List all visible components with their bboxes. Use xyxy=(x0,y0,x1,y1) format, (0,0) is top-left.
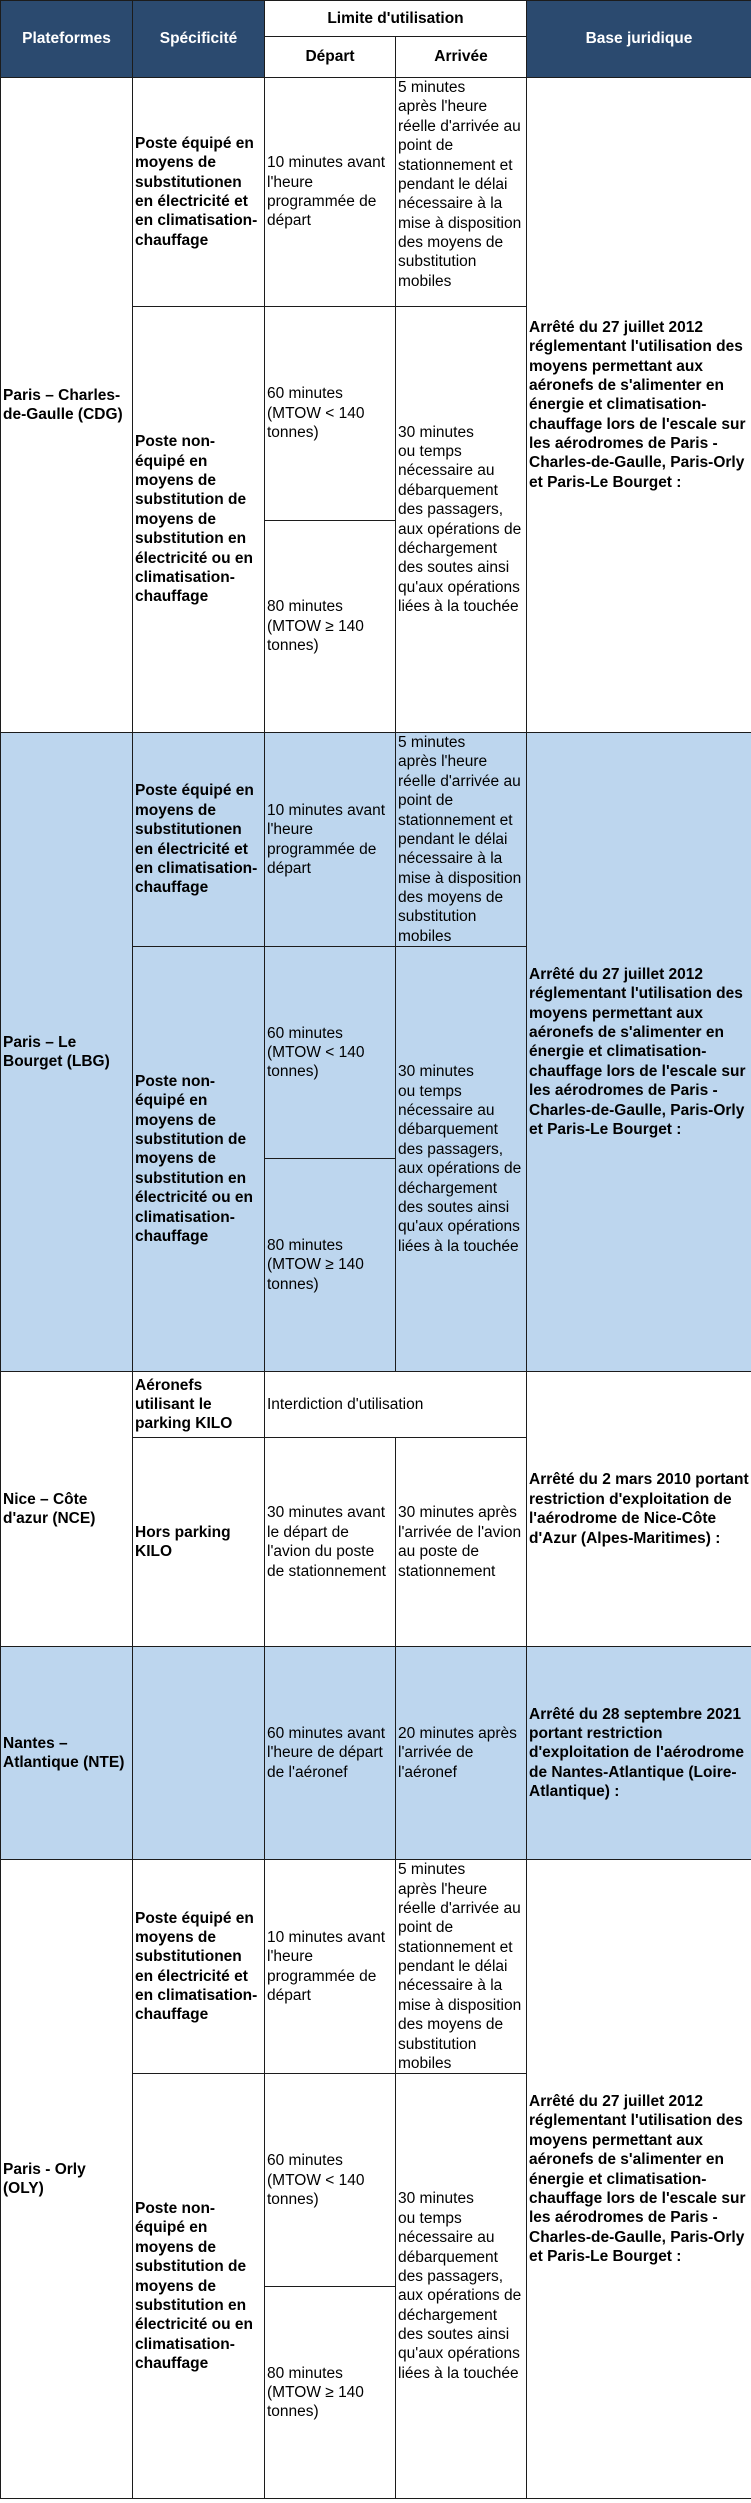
header-depart: Départ xyxy=(265,37,396,78)
base-juridique-lbg: Arrêté du 27 juillet 2012 réglementant l'utilisation des moyens permettant aux aéronefs de s'alimenter en énergie et climatisation-chauffage lors de l'escale sur les aérodromes de Paris - Charles-de-Gaulle, Paris-Orly et Paris-Le Bourget : xyxy=(527,733,751,1372)
table-row xyxy=(1,1860,751,2074)
base-juridique-oly: Arrêté du 27 juillet 2012 réglementant l'utilisation des moyens permettant aux aéronefs de s'alimenter en énergie et climatisation-chauffage lors de l'escale sur les aérodromes de Paris - Charles-de-Gaulle, Paris-Orly et Paris-Le Bourget : xyxy=(527,1860,751,2499)
spec-poste-equipe: Poste équipé en moyens de substitutionen en électricité et en climatisation-chauffage xyxy=(133,1860,265,2074)
arrivee-value: 5 minutes après l'heure réelle d'arrivée au point de stationnement et pendant le délai nécessaire à la mise à disposition des moyens de substitution mobiles xyxy=(396,78,527,307)
depart-value: 80 minutes (MTOW ≥ 140 tonnes) xyxy=(265,521,396,733)
base-juridique-nce: Arrêté du 2 mars 2010 portant restriction d'exploitation de l'aérodrome de Nice-Côte d'Azur (Alpes-Maritimes) : xyxy=(527,1372,751,1647)
base-juridique-cdg: Arrêté du 27 juillet 2012 réglementant l'utilisation des moyens permettant aux aéronefs de s'alimenter en énergie et climatisation-chauffage lors de l'escale sur les aérodromes de Paris - Charles-de-Gaulle, Paris-Orly et Paris-Le Bourget : xyxy=(527,78,751,733)
arrivee-value: 20 minutes après l'arrivée de l'aéronef xyxy=(396,1647,527,1860)
header-arrivee: Arrivée xyxy=(396,37,527,78)
depart-value: 10 minutes avant l'heure programmée de départ xyxy=(265,1860,396,2074)
depart-value: 60 minutes (MTOW < 140 tonnes) xyxy=(265,947,396,1159)
spec-poste-non-equipe: Poste non-équipé en moyens de substitution de moyens de substitution en électricité ou en climatisation-chauffage xyxy=(133,947,265,1372)
depart-value: 80 minutes (MTOW ≥ 140 tonnes) xyxy=(265,1159,396,1372)
header-specificite: Spécificité xyxy=(133,1,265,78)
arrivee-value: 30 minutes ou temps nécessaire au débarquement des passagers, aux opérations de déchargement des soutes ainsi qu'aux opérations liées à la touchée xyxy=(396,307,527,733)
depart-value: 60 minutes avant l'heure de départ de l'aéronef xyxy=(265,1647,396,1860)
arrivee-value: 30 minutes ou temps nécessaire au débarquement des passagers, aux opérations de déchargement des soutes ainsi qu'aux opérations liées à la touchée xyxy=(396,947,527,1372)
spec-empty xyxy=(133,1647,265,1860)
table-row xyxy=(1,1372,751,1438)
platform-nte: Nantes – Atlantique (NTE) xyxy=(1,1647,133,1860)
spec-poste-equipe: Poste équipé en moyens de substitutionen en électricité et en climatisation-chauffage xyxy=(133,78,265,307)
depart-value: 60 minutes (MTOW < 140 tonnes) xyxy=(265,307,396,521)
depart-value: 60 minutes (MTOW < 140 tonnes) xyxy=(265,2074,396,2287)
spec-hors-parking-kilo: Hors parking KILO xyxy=(133,1438,265,1647)
depart-value: 10 minutes avant l'heure programmée de départ xyxy=(265,78,396,307)
arrivee-value: 5 minutes après l'heure réelle d'arrivée au point de stationnement et pendant le délai nécessaire à la mise à disposition des moyens de substitution mobiles xyxy=(396,1860,527,2074)
table-row xyxy=(1,1647,751,1860)
header-plateformes: Plateformes xyxy=(1,1,133,78)
base-juridique-nte: Arrêté du 28 septembre 2021 portant restriction d'exploitation de l'aérodrome de Nantes-Atlantique (Loire-Atlantique) : xyxy=(527,1647,751,1860)
table-row xyxy=(1,78,751,307)
arrivee-value: 5 minutes après l'heure réelle d'arrivée au point de stationnement et pendant le délai nécessaire à la mise à disposition des moyens de substitution mobiles xyxy=(396,733,527,947)
arrivee-value: 30 minutes ou temps nécessaire au débarquement des passagers, aux opérations de déchargement des soutes ainsi qu'aux opérations liées à la touchée xyxy=(396,2074,527,2499)
spec-poste-non-equipe: Poste non-équipé en moyens de substitution de moyens de substitution en électricité ou en climatisation-chauffage xyxy=(133,2074,265,2499)
platform-nce: Nice – Côte d'azur (NCE) xyxy=(1,1372,133,1647)
spec-parking-kilo: Aéronefs utilisant le parking KILO xyxy=(133,1372,265,1438)
limit-interdiction: Interdiction d'utilisation xyxy=(265,1372,527,1438)
spec-poste-non-equipe: Poste non-équipé en moyens de substitution de moyens de substitution en électricité ou en climatisation-chauffage xyxy=(133,307,265,733)
depart-value: 80 minutes (MTOW ≥ 140 tonnes) xyxy=(265,2287,396,2499)
depart-value: 10 minutes avant l'heure programmée de départ xyxy=(265,733,396,947)
depart-value: 30 minutes avant le départ de l'avion du poste de stationnement xyxy=(265,1438,396,1647)
arrivee-value: 30 minutes après l'arrivée de l'avion au poste de stationnement xyxy=(396,1438,527,1647)
header-base-juridique: Base juridique xyxy=(527,1,751,78)
platform-lbg: Paris – Le Bourget (LBG) xyxy=(1,733,133,1372)
header-limite: Limite d'utilisation xyxy=(265,1,527,37)
platform-oly: Paris - Orly (OLY) xyxy=(1,1860,133,2499)
spec-poste-equipe: Poste équipé en moyens de substitutionen en électricité et en climatisation-chauffage xyxy=(133,733,265,947)
table-row xyxy=(1,733,751,947)
platform-cdg: Paris – Charles-de-Gaulle (CDG) xyxy=(1,78,133,733)
